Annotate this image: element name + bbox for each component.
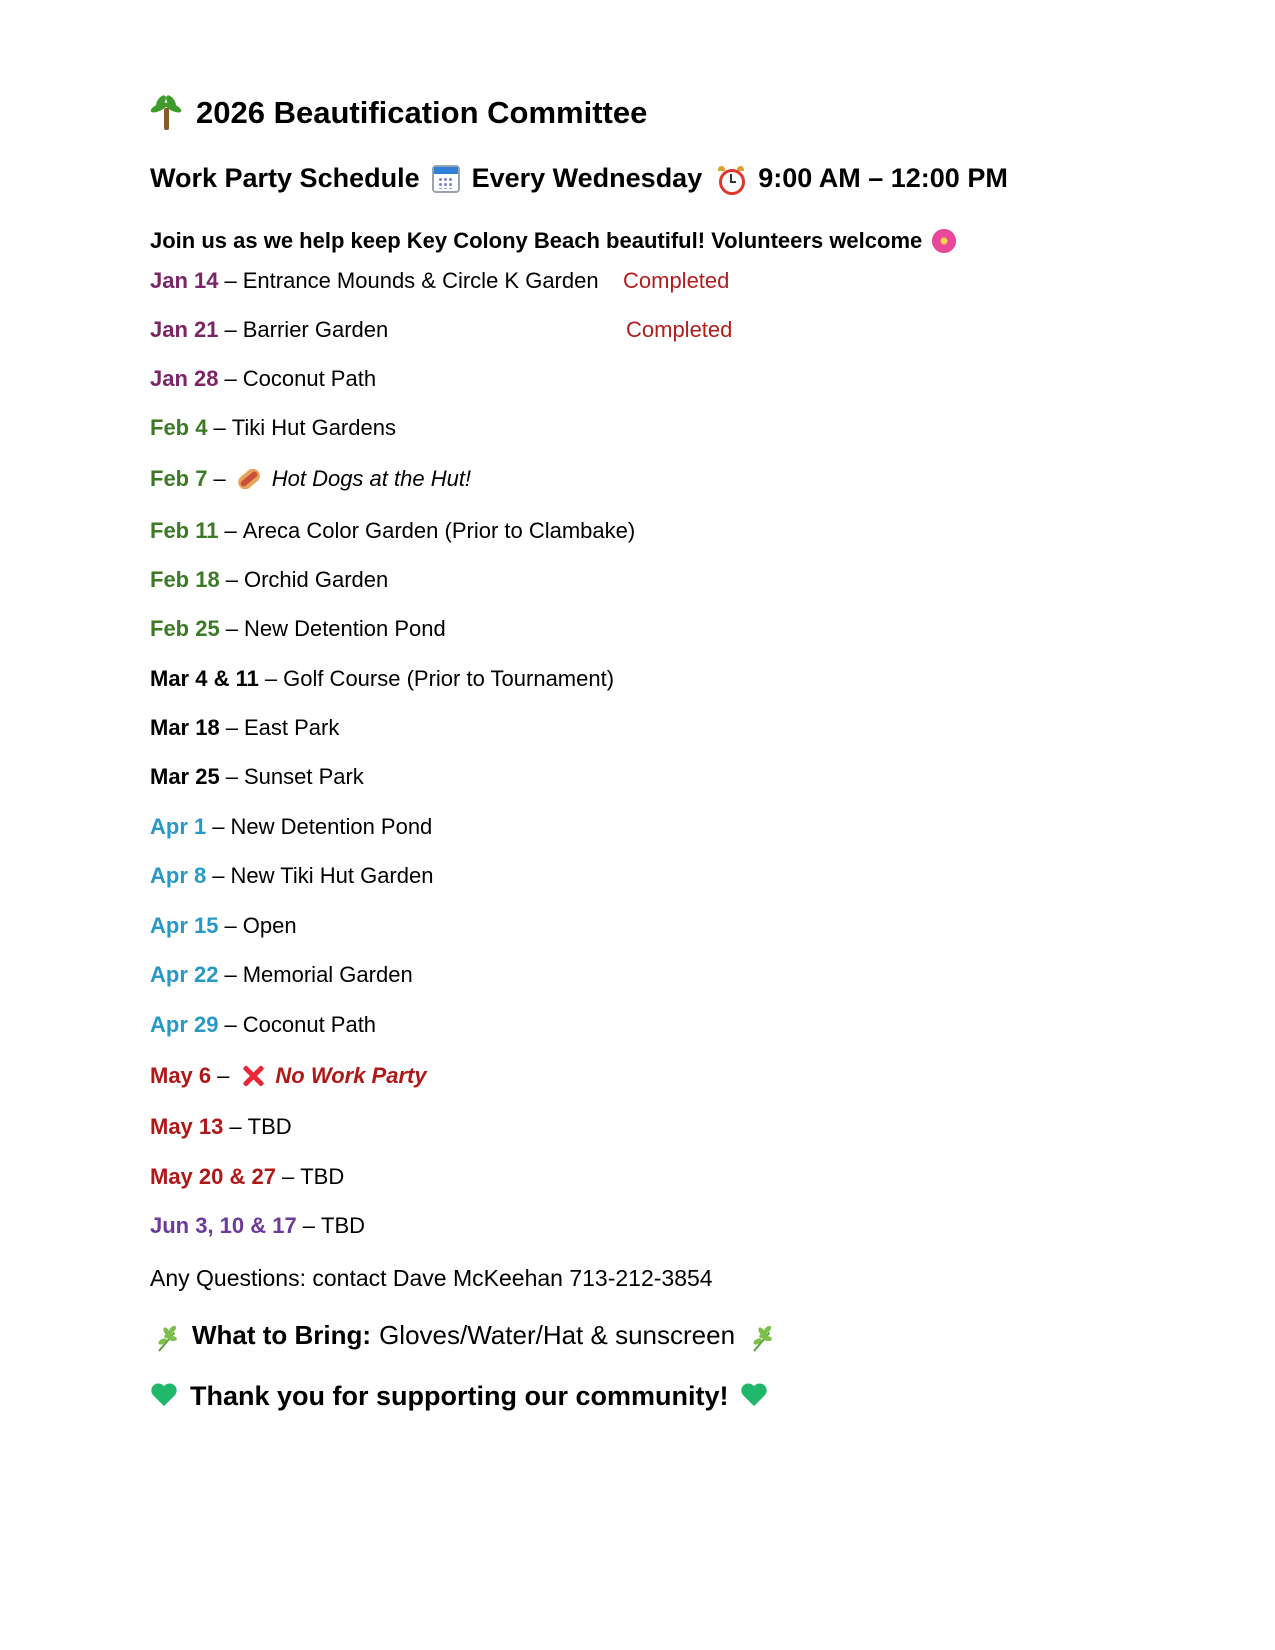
schedule-row: [150, 913, 297, 939]
schedule-row: [150, 1114, 292, 1140]
bring-items: Gloves/Water/Hat & sunscreen: [379, 1320, 736, 1350]
schedule-location: Coconut Path: [242, 1012, 377, 1037]
dash-separator: –: [213, 415, 226, 440]
schedule-location: Open: [242, 913, 297, 938]
thanks-line: [150, 1381, 780, 1412]
schedule-location: Sunset Park: [243, 764, 364, 789]
dash-separator: –: [212, 863, 225, 888]
schedule-location: Entrance Mounds & Circle K Garden: [242, 268, 599, 293]
dash-separator: –: [281, 1164, 295, 1189]
dash-separator: –: [225, 567, 238, 592]
bring-label: What to Bring:: [192, 1320, 372, 1350]
herb-icon: [749, 1323, 775, 1349]
schedule-row: [150, 567, 388, 593]
schedule-row: [150, 666, 614, 692]
schedule-date: Mar 25: [150, 764, 220, 789]
hotdog-icon: [236, 466, 262, 492]
contact-text: Any Questions: contact Dave McKeehan 713-212-3854: [150, 1265, 713, 1291]
dash-separator: –: [212, 814, 225, 839]
schedule-date: Jan 21: [150, 317, 219, 342]
schedule-location: East Park: [243, 715, 340, 740]
palm-tree-icon: [150, 96, 182, 130]
dash-separator: –: [224, 366, 237, 391]
schedule-location: Orchid Garden: [243, 567, 389, 592]
subtitle-line: [150, 163, 1008, 194]
schedule-row: [150, 415, 396, 441]
schedule-location: Areca Color Garden (Prior to Clambake): [242, 518, 636, 543]
dash-separator: –: [217, 1063, 230, 1088]
schedule-location: New Detention Pond: [230, 814, 433, 839]
page-title: 2026 Beautification Committee: [196, 95, 648, 130]
schedule-date: Apr 1: [150, 814, 207, 839]
schedule-date: Feb 18: [150, 567, 220, 592]
thanks-text: Thank you for supporting our community!: [190, 1381, 729, 1411]
schedule-date: Feb 7: [150, 466, 208, 491]
schedule-date: Apr 29: [150, 1012, 219, 1037]
dash-separator: –: [229, 1114, 242, 1139]
calendar-icon: [432, 165, 460, 193]
schedule-location: Golf Course (Prior to Tournament): [283, 666, 615, 691]
dash-separator: –: [213, 466, 226, 491]
schedule-location: Barrier Garden: [242, 317, 389, 342]
dash-separator: –: [224, 518, 237, 543]
schedule-date: Feb 25: [150, 616, 220, 641]
schedule-date: May 13: [150, 1114, 224, 1139]
schedule-row: [150, 1164, 344, 1190]
dash-separator: –: [302, 1213, 315, 1238]
dash-separator: –: [224, 268, 237, 293]
dash-separator: –: [224, 1012, 237, 1037]
schedule-location: TBD: [300, 1164, 345, 1189]
schedule-date: Jun 3, 10 & 17: [150, 1213, 297, 1238]
schedule-location: New Detention Pond: [243, 616, 446, 641]
dash-separator: –: [224, 962, 237, 987]
title-line: [150, 95, 647, 131]
schedule-heading: Work Party Schedule: [150, 163, 420, 193]
intro-line: [150, 228, 956, 254]
schedule-date: May 6: [150, 1063, 212, 1088]
green-heart-icon: [150, 1384, 178, 1410]
schedule-row: [150, 1063, 427, 1089]
schedule-location: No Work Party: [275, 1063, 427, 1088]
schedule-row: [150, 863, 433, 889]
green-heart-icon: [740, 1384, 768, 1410]
dash-separator: –: [264, 666, 278, 691]
schedule-row: [150, 366, 376, 392]
schedule-row: [150, 518, 635, 544]
alarm-clock-icon: [718, 166, 744, 192]
schedule-date: Feb 4: [150, 415, 208, 440]
dash-separator: –: [224, 317, 237, 342]
schedule-row: [150, 764, 364, 790]
schedule-row: [150, 1012, 376, 1038]
schedule-date: Mar 4 & 11: [150, 666, 259, 691]
schedule-row: [150, 962, 413, 988]
schedule-location: Tiki Hut Gardens: [231, 415, 396, 440]
dash-separator: –: [224, 913, 237, 938]
day-heading: Every Wednesday: [471, 163, 703, 193]
dash-separator: –: [225, 715, 238, 740]
schedule-row: [150, 1213, 365, 1239]
bring-line: [150, 1320, 787, 1351]
dash-separator: –: [225, 764, 238, 789]
status-completed: Completed: [623, 268, 730, 293]
schedule-date: Apr 8: [150, 863, 207, 888]
schedule-row: [150, 466, 471, 492]
dash-separator: –: [225, 616, 238, 641]
contact-line: [150, 1265, 713, 1292]
schedule-date: Apr 22: [150, 962, 219, 987]
schedule-location: TBD: [321, 1213, 365, 1238]
schedule-date: Mar 18: [150, 715, 220, 740]
schedule-location: New Tiki Hut Garden: [230, 863, 434, 888]
schedule-row: [150, 715, 339, 741]
time-heading: 9:00 AM – 12:00 PM: [758, 163, 1008, 193]
schedule-location: TBD: [247, 1114, 292, 1139]
schedule-location: Memorial Garden: [242, 962, 413, 987]
schedule-location: Coconut Path: [242, 366, 377, 391]
schedule-date: Jan 14: [150, 268, 219, 293]
schedule-row: [150, 317, 388, 343]
schedule-row: [150, 616, 446, 642]
status-completed: Completed: [626, 317, 733, 342]
schedule-location: Hot Dogs at the Hut!: [271, 466, 472, 491]
schedule-date: May 20 & 27: [150, 1164, 276, 1189]
schedule-date: Feb 11: [150, 518, 219, 543]
schedule-row: [150, 268, 599, 294]
herb-icon: [154, 1323, 180, 1349]
intro-text: Join us as we help keep Key Colony Beach beautiful! Volunteers welcome: [150, 228, 923, 253]
cross-icon: [241, 1064, 265, 1088]
schedule-date: Jan 28: [150, 366, 219, 391]
schedule-row: [150, 814, 432, 840]
hibiscus-icon: [932, 229, 956, 253]
schedule-date: Apr 15: [150, 913, 219, 938]
